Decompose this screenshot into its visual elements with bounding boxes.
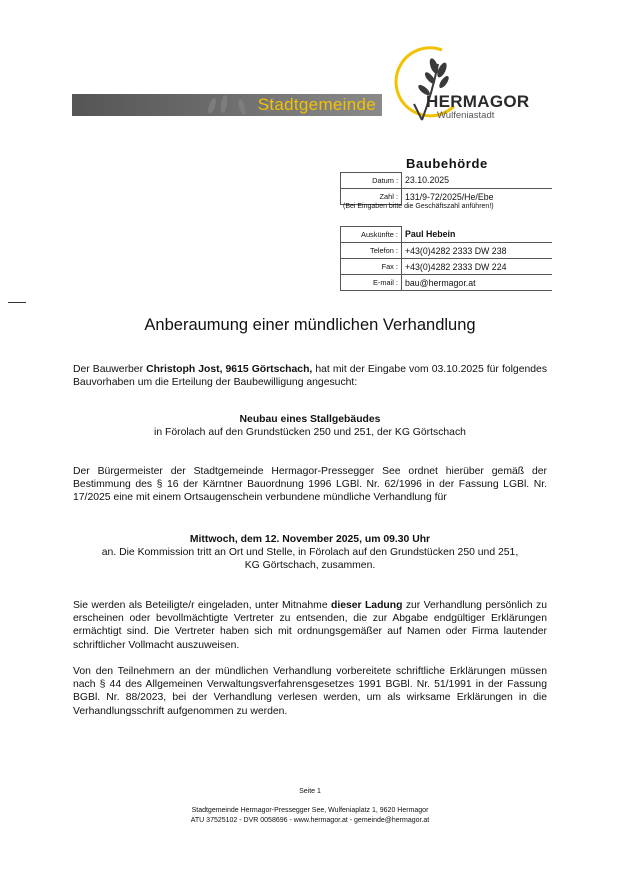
fold-mark [8,302,26,303]
intro-paragraph: Der Bauwerber Christoph Jost, 9615 Görtschach, hat mit der Eingabe vom 03.10.2025 für folgendes Bauvorhaben um die Erteilung der Baubewilligung angesucht: [73,364,548,389]
page-number: Seite 1 [299,788,321,795]
date-label: Datum : [341,173,402,189]
meeting-line2: KG Görtschach, zusammen. [244,560,376,572]
phone-label: Telefon : [341,243,402,259]
footer-ids: ATU 37525102 - DVR 0058696 - www.hermagor.at - gemeinde@hermagor.at [190,817,430,824]
project-title: Neubau eines Stallgebäudes [239,414,381,425]
header-banner [72,94,382,116]
meeting-line1: an. Die Kommission tritt an Ort und Stelle, in Förolach auf den Grundstücken 250 und 251, [101,547,519,559]
ref-note: (Bei Eingaben bitte die Geschäftszahl anführen!) [343,203,494,210]
meeting-block [60,533,560,573]
footer [0,806,620,826]
date-value: 23.10.2025 [402,173,553,189]
contact-value: Paul Hebein [402,227,553,243]
document-title: Anberaumung einer mündlichen Verhandlung [144,316,476,334]
logo-name: HERMAGOR [426,92,530,111]
order-paragraph: Der Bürgermeister der Stadtgemeinde Hermagor-Pressegger See ordnet hierüber gemäß der Bestimmung des § 16 der Kärntner Bauordnung 1996 LGBl. Nr. 62/1996 in der Fassung LGBl. Nr. 17/2025 eine mit einem Ortsaugenschein verbundene mündliche Verhandlung für [73,466,547,504]
contact-table [340,226,552,291]
banner-text: Stadtgemeinde [257,95,376,114]
project-location: in Förolach auf den Grundstücken 250 und 251, der KG Görtschach [154,427,466,439]
email-label: E-mail : [341,275,402,291]
fax-label: Fax : [341,259,402,275]
contact-label: Auskünfte : [341,227,402,243]
invitation-paragraph: Sie werden als Beteiligte/r eingeladen, unter Mitnahme dieser Ladung zur Verhandlung persönlich zu erscheinen oder bevollmächtigte Vertreter zu entsenden, die zur Abgabe endgültiger Erklärungen ermächtigt sind. Die Vertreter haben sich mit ordnungsgemäßer auf Namen oder Firma lautender schriftlicher Vollmacht auszuweisen. [73,600,548,651]
footer-address: Stadtgemeinde Hermagor-Pressegger See, Wulfeniaplatz 1, 9620 Hermagor [191,807,429,814]
email-value[interactable]: bau@hermagor.at [402,275,553,291]
ref-label: Zahl : [341,189,402,205]
reference-table [340,172,552,205]
project-block [60,413,560,439]
phone-value: +43(0)4282 2333 DW 238 [402,243,553,259]
logo-subtitle: Wulfeniastadt [437,110,495,121]
fax-value: +43(0)4282 2333 DW 224 [402,259,553,275]
declarations-paragraph: Von den Teilnehmern an der mündlichen Verhandlung vorbereitete schriftliche Erklärungen müssen nach § 44 des Allgemeinen Verwaltungsverfahrensgesetzes 1991 BGBl. Nr. 51/1991 in der Fassung BGBl. Nr. 88/2023, bei der Verhandlung verlesen werden, um als wirksame Erklärungen in die Verhandlungsschrift aufgenommen zu werden. [73,666,547,717]
authority-title: Baubehörde [406,156,488,171]
meeting-datetime: Mittwoch, dem 12. November 2025, um 09.30 Uhr [189,534,431,545]
ref-value: 131/9-72/2025/He/Ebe [405,191,494,202]
